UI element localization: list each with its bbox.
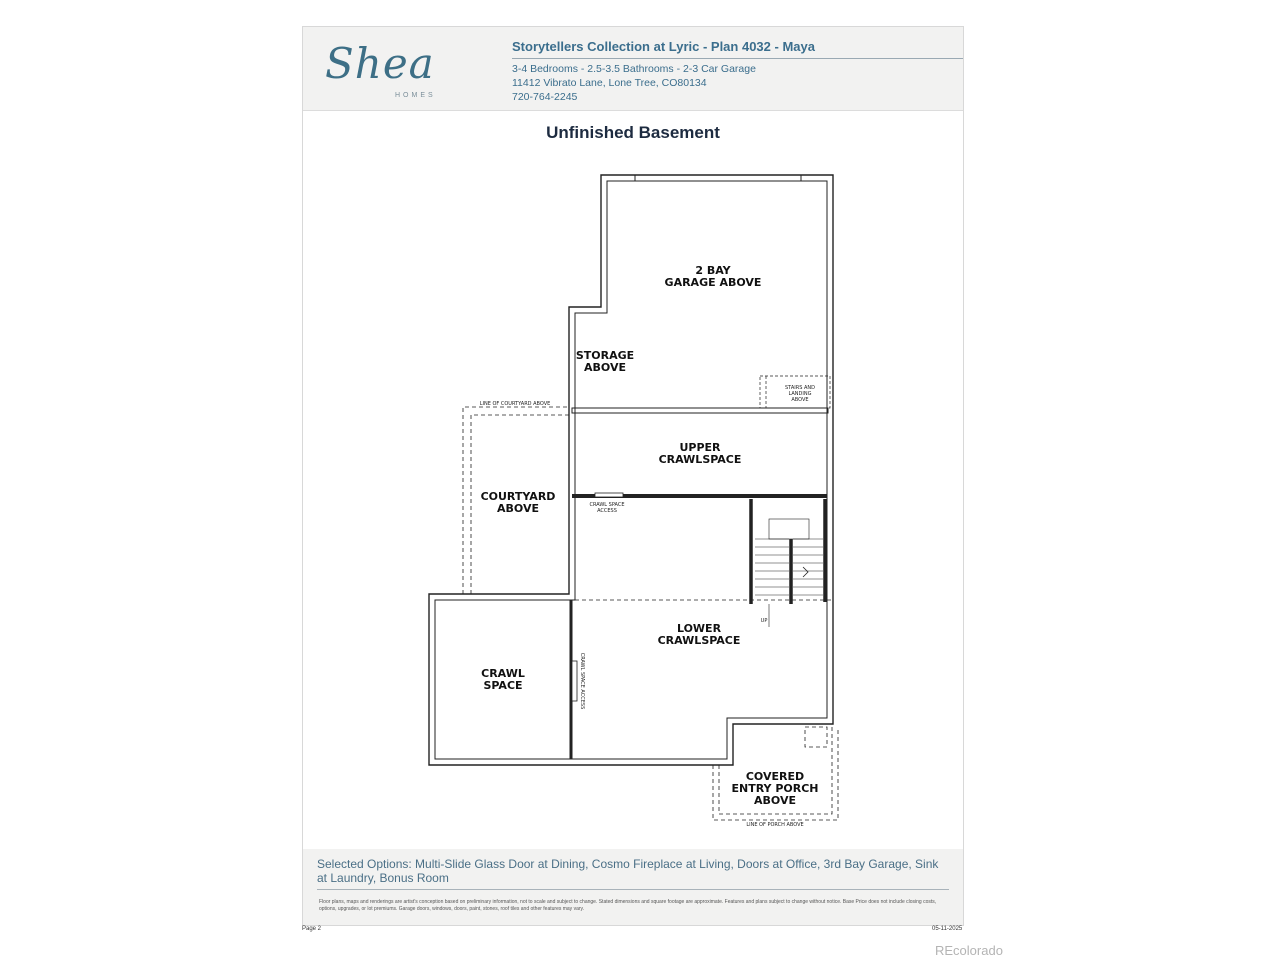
page-number: Page 2 xyxy=(302,926,322,932)
room-label: STORAGE xyxy=(575,349,635,362)
basement-floor-plan xyxy=(303,27,963,849)
room-label: LOWER xyxy=(676,622,722,635)
listing-watermark: REcolorado xyxy=(935,943,1003,958)
room-label: SPACE xyxy=(483,679,523,692)
plan-note: LINE OF COURTYARD ABOVE xyxy=(479,401,551,407)
plan-note: STAIRS AND xyxy=(785,385,815,391)
plan-note: UP xyxy=(760,618,768,624)
garage-wall xyxy=(572,408,828,413)
room-label: ABOVE xyxy=(497,502,539,515)
room-label: ABOVE xyxy=(584,361,626,374)
room-label: GARAGE ABOVE xyxy=(664,276,762,289)
plan-note: LINE OF PORCH ABOVE xyxy=(746,822,804,828)
room-label: CRAWLSPACE xyxy=(658,453,742,466)
room-label: ABOVE xyxy=(754,794,796,807)
selected-options: Selected Options: Multi-Slide Glass Door at Dining, Cosmo Fireplace at Living, Doors at Office, 3rd Bay Garage, Sink at Laundry, Bonus Room xyxy=(317,857,939,885)
print-date: 05-11-2025 xyxy=(932,926,963,932)
plan-note: ABOVE xyxy=(791,397,809,403)
community-address: 11412 Vibrato Lane, Lone Tree, CO80134 xyxy=(512,77,707,89)
room-label: COURTYARD xyxy=(480,490,556,503)
plan-sheet xyxy=(302,26,964,926)
plan-note: CRAWL SPACE xyxy=(589,502,625,508)
plan-note: CRAWL SPACE ACCESS xyxy=(579,652,585,710)
logo-subtitle: HOMES xyxy=(395,92,436,99)
room-label: CRAWL xyxy=(481,667,525,680)
room-label: COVERED xyxy=(745,770,805,783)
community-plan-title: Storytellers Collection at Lyric - Plan 4032 - Maya xyxy=(512,39,815,54)
plan-note: LANDING xyxy=(788,391,812,397)
room-label: ENTRY PORCH xyxy=(731,782,819,795)
logo-wordmark: Shea xyxy=(325,39,435,88)
brochure-footer xyxy=(303,849,963,925)
legal-disclaimer: Floor plans, maps and renderings are artist's conception based on preliminary information, not to scale and subject to change. Stated dimensions and square footage are approximate. Features and plans subject to change without notice. Base Price does not include closing costs, options, upgrades, or lot premiums. Garage doors, windows, doors, paint, stones, roof tiles and other features may vary. xyxy=(319,899,937,912)
plan-specs: 3-4 Bedrooms - 2.5-3.5 Bathrooms - 2-3 Car Garage xyxy=(512,63,756,75)
room-label: UPPER xyxy=(679,441,721,454)
sales-phone: 720-764-2245 xyxy=(512,91,578,103)
plan-note: ACCESS xyxy=(597,508,617,514)
room-label: CRAWLSPACE xyxy=(657,634,741,647)
plan-title: Unfinished Basement xyxy=(546,123,720,142)
footer-divider xyxy=(317,889,949,890)
room-label: 2 BAY xyxy=(695,264,731,277)
